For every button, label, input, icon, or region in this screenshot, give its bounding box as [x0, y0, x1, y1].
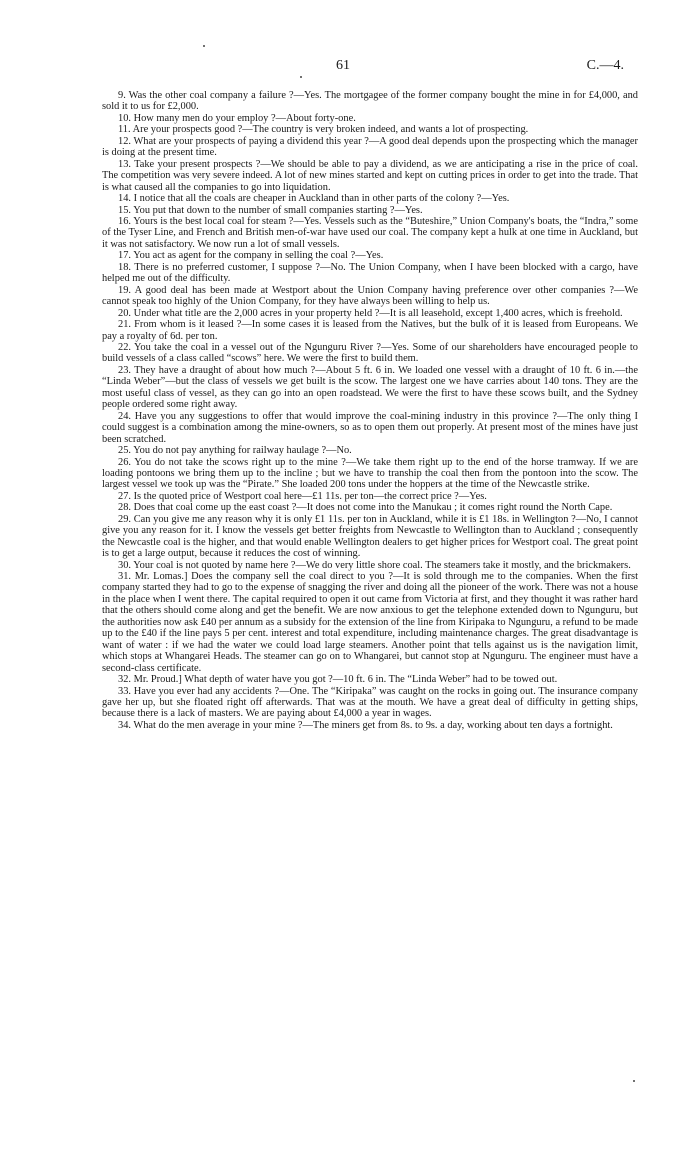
paragraph-q34: 34. What do the men average in your mine ?—The miners get from 8s. to 9s. a day, working about ten days a fortnight. — [118, 719, 613, 731]
paragraph-q12: 12. What are your prospects of paying a dividend this year ?—A good deal depends upon the prospecting which the manager is doing at the present time. — [102, 135, 638, 159]
paragraph-q26: 26. You do not take the scows right up to the mine ?—We take them right up to the end of the horse tramway. If we are loading pontoons we bring them up to the incline ; but we have to tranship the coal then from the pontoon into the scow. The largest vessel we took up was the “Pirate.” She loaded 200 tons under the hoppers at the time of the Newcastle strike. — [102, 456, 638, 491]
paragraph-q9: 9. Was the other coal company a failure ?—Yes. The mortgagee of the former company bought the mine in for £4,000, and sold it to us for £2,000. — [102, 90, 638, 113]
paragraph-q18: 18. There is no preferred customer, I suppose ?—No. The Union Company, when I have been blocked with a cargo, have helped me out of the difficulty. — [102, 261, 638, 285]
paragraph-q25: 25. You do not pay anything for railway haulage ?—No. — [118, 445, 352, 457]
paragraph-q27: 27. Is the quoted price of Westport coal here—£1 11s. per ton—the correct price ?—Yes. — [118, 490, 487, 502]
scan-speck — [203, 45, 205, 47]
scan-speck — [633, 1080, 635, 1082]
paragraph-q23: 23. They have a draught of about how much ?—About 5 ft. 6 in. We loaded one vessel with a draught of 10 ft. 6 in.—the “Linda Weber”—but the class of vessels we get built is the scow. The largest one we have carries about 140 tons. They are the most useful class of vessel, as they can go into an open roadstead. We were the first to have these scows built, and the Sydney people ordered some right away. — [102, 364, 638, 411]
paragraph-q30: 30. Your coal is not quoted by name here ?—We do very little shore coal. The steamers take it mostly, and the brickmakers. — [118, 559, 631, 571]
paragraph-q15: 15. You put that down to the number of small companies starting ?—Yes. — [118, 204, 423, 216]
paragraph-q24: 24. Have you any suggestions to offer that would improve the coal-mining industry in this province ?—The only thing I could suggest is a combination among the mine-owners, so as to open them out properly. At present most of the mines have just been scratched. — [102, 410, 638, 445]
paragraph-q17: 17. You act as agent for the company in selling the coal ?—Yes. — [118, 250, 384, 262]
paragraph-q21: 21. From whom is it leased ?—In some cases it is leased from the Natives, but the bulk of it is leased from Europeans. We pay a royalty of 6d. per ton. — [102, 319, 638, 342]
body-text — [102, 90, 638, 731]
paragraph-q11: 11. Are your prospects good ?—The country is very broken indeed, and wants a lot of prospecting. — [118, 124, 529, 136]
paragraph-q22: 22. You take the coal in a vessel out of the Ngunguru River ?—Yes. Some of our shareholders have encouraged people to build vessels of a class called “scows” here. We were the first to build them. — [102, 341, 638, 365]
paragraph-q28: 28. Does that coal come up the east coast ?—It does not come into the Manukau ; it comes right round the North Cape. — [118, 502, 613, 514]
page-number: 61 — [336, 58, 350, 73]
paragraph-q10: 10. How many men do your employ ?—About forty-one. — [118, 112, 356, 124]
paragraph-q16: 16. Yours is the best local coal for steam ?—Yes. Vessels such as the “Buteshire,” Union Company's boats, the “Indra,” some of the Tyser Line, and French and British men-of-war have used our coal. The company kept a hulk at one time in Auckland, but it was not satisfactory. We now run a lot of small vessels. — [102, 215, 638, 250]
paragraph-q19: 19. A good deal has been made at Westport about the Union Company having preference over other companies ?—We cannot speak too highly of the Union Company, for they have always been willing to help us. — [102, 284, 638, 308]
paragraph-q33: 33. Have you ever had any accidents ?—One. The “Kiripaka” was caught on the rocks in going out. The insurance company gave her up, but she floated right off afterwards. That was at the mouth. We have a great deal of difficulty in getting ships, because there is a lack of masters. We are paying about £4,000 a year in wages. — [102, 685, 638, 720]
scan-speck — [300, 76, 302, 78]
paragraph-q31: 31. Mr. Lomas.] Does the company sell the coal direct to you ?—It is sold through me to the companies. When the first company started they had to go to the expense of snagging the river and doing all the pioneer of the work. There was not a house in the place when I went there. The capital required to open it out came from Victoria at first, and they thought it was rather hard that the others should come along and get the benefit. We are now anxious to get the telephone extended down to Ngunguru, but the authorities now ask £40 per annum as a subsidy for the extension of the line from Kiripaka to Ngunguru, a refund to be made up to the £40 if the line pays 5 per cent. interest and total expenditure, including maintenance charges. The great disadvantage is want of water : if we had the water we could load large steamers. Another point that tells against us is the navigation limit, which stops at Whangarei Heads. The steamer can go on to Whangarei, but cannot stop at Ngunguru. The engineer must have a second-class certificate. — [102, 571, 638, 674]
document-reference: C.—4. — [586, 58, 624, 73]
paragraph-q32: 32. Mr. Proud.] What depth of water have you got ?—10 ft. 6 in. The “Linda Weber” had to be towed out. — [118, 674, 558, 686]
paragraph-q13: 13. Take your present prospects ?—We should be able to pay a dividend, as we are anticipating a rise in the price of coal. The competition was very severe indeed. A lot of new mines started and kept on cutting prices in order to get into the trade. That is what caused all the companies to go into liquidation. — [102, 158, 638, 193]
paragraph-q29: 29. Can you give me any reason why it is only £1 11s. per ton in Auckland, while it is £1 18s. in Wellington ?—No, I cannot give you any reason for it. I know the vessels get better freights from Newcastle to Wellington than to Auckland ; consequently the Newcastle coal is the higher, and that would enable Wellington dealers to get higher prices for Westport coal. The great point is to get a large output, because it reduces the cost of winning. — [102, 513, 638, 560]
paragraph-q14: 14. I notice that all the coals are cheaper in Auckland than in other parts of the colony ?—Yes. — [118, 193, 510, 205]
paragraph-q20: 20. Under what title are the 2,000 acres in your property held ?—It is all leasehold, except 1,400 acres, which is freehold. — [118, 307, 623, 319]
page-header — [0, 58, 700, 76]
